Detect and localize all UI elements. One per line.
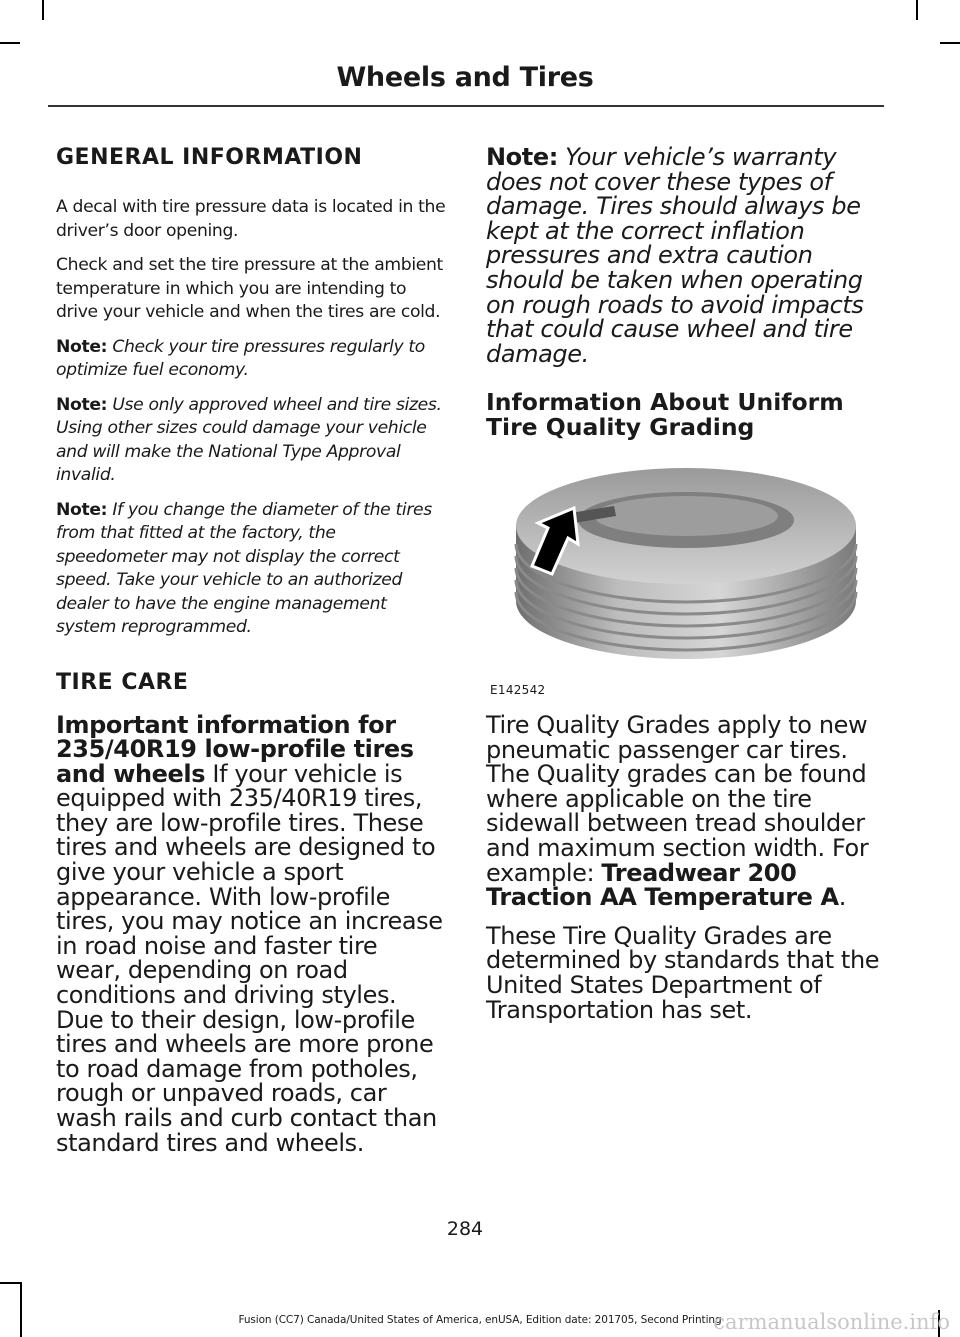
utqg-heading: Information About Uniform Tire Quality Grading: [486, 388, 844, 442]
note-approved-sizes: [56, 394, 448, 488]
note-label: Note:: [56, 336, 108, 357]
paragraph-low-profile: [56, 710, 448, 1157]
low-profile-heading: Important information for 235/40R19 low-profile tires and wheels: [56, 710, 414, 788]
crop-mark: [0, 1282, 20, 1284]
crop-mark: [42, 0, 44, 20]
right-column: [486, 145, 880, 440]
watermark: carmanualsonline.info: [713, 1310, 950, 1334]
page-number: 284: [446, 1218, 484, 1240]
tire-care-heading: TIRE CARE: [56, 669, 189, 695]
crop-mark: [20, 1282, 22, 1337]
tire-with-arrow-icon: [486, 456, 880, 696]
note-label: Note:: [486, 143, 558, 171]
general-information-heading: GENERAL INFORMATION: [56, 145, 363, 170]
footer: Fusion (CC7) Canada/United States of America, enUSA, Edition date: 201705, Second Printing: [238, 1314, 722, 1326]
note-text: If you change the diameter of the tires from that fitted at the factory, the speedometer may not display the correct speed. Take your vehicle to an authorized dealer to have the engine management system reprogrammed.: [56, 499, 432, 637]
note-warranty: [486, 145, 880, 366]
page-title: Wheels and Tires: [336, 62, 594, 93]
crop-mark: [0, 42, 20, 44]
paragraph-check-pressure: Check and set the tire pressure at the ambient temperature in which you are intending to drive your vehicle and when the tires are cold.: [56, 255, 443, 322]
paragraph-quality-grades: [486, 713, 880, 910]
grades-example: Treadwear 200 Traction AA Temperature A: [486, 858, 839, 912]
note-label: Note:: [56, 499, 108, 520]
paragraph-decal: A decal with tire pressure data is located in the driver’s door opening.: [56, 197, 446, 241]
note-text: Use only approved wheel and tire sizes. Using other sizes could damage your vehicle and will make the National Type Approval invalid.: [56, 394, 442, 485]
grades-end: .: [838, 883, 846, 912]
note-label: Note:: [56, 394, 108, 415]
right-column-lower: [486, 713, 880, 1036]
header-divider: [48, 105, 884, 107]
note-diameter: [56, 499, 448, 640]
note-fuel-economy: [56, 336, 448, 383]
figure-id: E142542: [490, 683, 546, 697]
paragraph-standards: These Tire Quality Grades are determined by standards that the United States Department of Transportation has set.: [486, 921, 880, 1024]
note-text: Your vehicle’s warranty does not cover these types of damage. Tires should always be kept at the correct inflation pressures and extra caution should be taken when operating on rough roads to avoid impacts that could cause wheel and tire damage.: [486, 143, 864, 368]
low-profile-text: If your vehicle is equipped with 235/40R19 tires, they are low-profile tires. These tires and wheels are designed to give your vehicle a sport appearance. With low-profile tires, you may notice an increase in road noise and faster tire wear, depending on road conditions and driving styles. Due to their design, low-profile tires and wheels are more prone to road damage from potholes, rough or unpaved roads, car wash rails and curb contact than standard tires and wheels.: [56, 759, 443, 1157]
left-column: [56, 145, 448, 1169]
crop-mark: [916, 0, 918, 20]
grades-text: Tire Quality Grades apply to new pneumatic passenger car tires. The Quality grades can be found where applicable on the tire sidewall between tread shoulder and maximum section width. For example:: [486, 711, 869, 887]
crop-mark: [940, 42, 960, 44]
note-text: Check your tire pressures regularly to optimize fuel economy.: [56, 336, 425, 380]
